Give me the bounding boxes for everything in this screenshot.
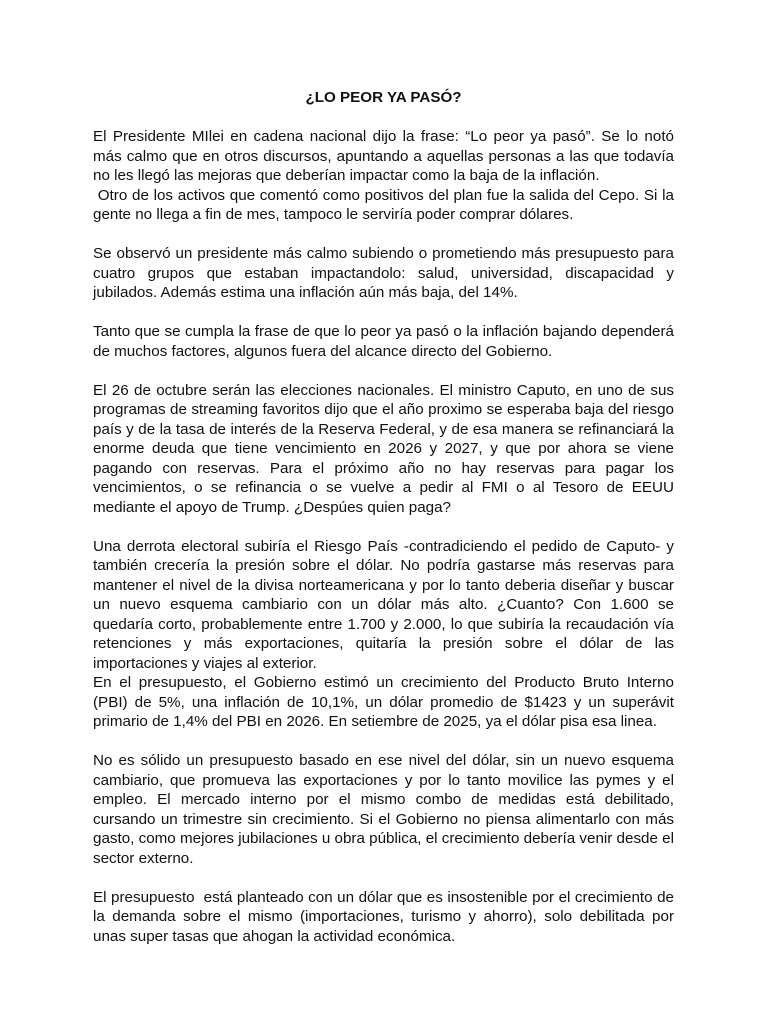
paragraph-5: El 26 de octubre serán las elecciones nacionales. El ministro Caputo, en uno de sus programas de streaming favoritos dijo que el año proximo se esperaba baja del riesgo país y de la tasa de interés de la Reserva Federal, y de esa manera se refinanciará la enorme deuda que tiene vencimiento en 2026 y 2027, y que por ahora se viene pagando con reservas. Para el próximo año no hay reservas para pagar los vencimientos, o se refinancia o se vuelve a pedir al FMI o al Tesoro de EEUU mediante el apoyo de Trump. ¿Despúes quien paga? [93,381,674,516]
paragraph-7: En el presupuesto, el Gobierno estimó un crecimiento del Producto Bruto Interno (PBI) de 5%, una inflación de 10,1%, un dólar promedio de $1423 y un superávit primario de 1,4% del PBI en 2026. En setiembre de 2025, ya el dólar pisa esa linea. [93,674,674,730]
paragraph-6: Una derrota electoral subiría el Riesgo País -contradiciendo el pedido de Caputo- y también crecería la presión sobre el dólar. No podría gastarse más reservas para mantener el nivel de la divisa norteamericana y por lo tanto deberia diseñar y buscar un nuevo esquema cambiario con un dólar más alto. ¿Cuanto? Con 1.600 se quedaría corto, probablemente entre 1.700 y 2.000, lo que subiría la recaudación vía retenciones y más exportaciones, quitaría la presión sobre el dólar de las importaciones y viajes al exterior. [93,537,674,672]
paragraph-9: El presupuesto está planteado con un dólar que es insostenible por el crecimiento de la demanda sobre el mismo (importaciones, turismo y ahorro), solo debilitada por unas super tasas que ahogan la actividad económica. [93,888,679,945]
paragraph-4: Tanto que se cumpla la frase de que lo peor ya pasó o la inflación bajando dependerá de muchos factores, algunos fuera del alcance directo del Gobierno. [93,323,674,360]
document-page [93,88,679,946]
paragraph-1: El Presidente MIlei en cadena nacional dijo la frase: “Lo peor ya pasó”. Se lo notó más calmo que en otros discursos, apuntando a aquellas personas a las que todavía no les llegó las mejoras que deberían impactar como la baja de la inflación. [93,128,674,184]
paragraph-2: Otro de los activos que comentó como positivos del plan fue la salida del Cepo. Si la gente no llega a fin de mes, tampoco le serviría poder comprar dólares. [93,186,679,223]
paragraph-3: Se observó un presidente más calmo subiendo o prometiendo más presupuesto para cuatro grupos que estaban impactandolo: salud, universidad, discapacidad y jubilados. Además estima una inflación aún más baja, del 14%. [93,245,674,301]
paragraph-8: No es sólido un presupuesto basado en ese nivel del dólar, sin un nuevo esquema cambiario, que promueva las exportaciones y por lo tanto movilice las pymes y el empleo. El mercado interno por el mismo combo de medidas está debilitado, cursando un trimestre sin crecimiento. Si el Gobierno no piensa alimentarlo con más gasto, como mejores jubilaciones u obra pública, el crecimiento debería venir desde el sector externo. [93,752,674,867]
document-title: ¿LO PEOR YA PASÓ? [305,89,462,106]
